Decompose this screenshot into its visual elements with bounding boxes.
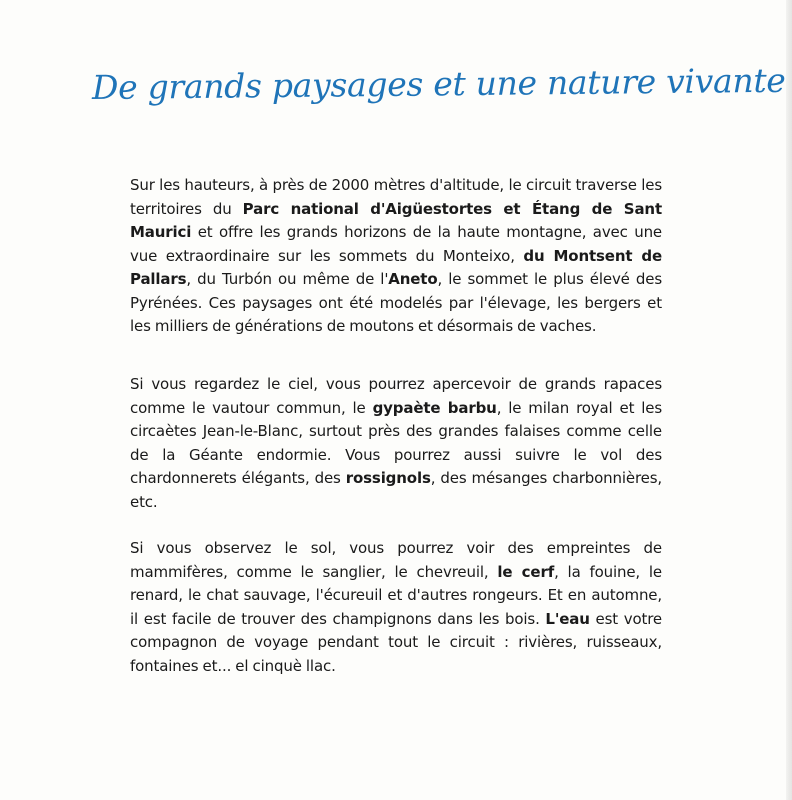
text-run: et offre les grands horizons de la haute montagne, avec une vue extraordinaire sur les sommets du Monteixo, (130, 223, 662, 265)
bold-term: du Montsent de Pallars (130, 246, 662, 288)
text-run: Si vous regardez le ciel, vous pourrez apercevoir de grands rapaces comme le vautour commun, le (130, 375, 662, 417)
bold-term: L'eau (545, 609, 590, 628)
paragraph-altitude (130, 174, 662, 339)
text-run: , le sommet le plus élevé des Pyrénées. Ces paysages ont été modelés par l'élevage, les bergers et les milliers de générations de moutons et désormais de vaches. (130, 270, 662, 335)
text-run: , la fouine, le renard, le chat sauvage, l'écureuil et d'autres rongeurs. Et en automne, il est facile de trouver des champignons dans les bois. (130, 562, 662, 628)
bold-term: rossignols (345, 469, 431, 487)
bold-term: le cerf (497, 562, 555, 581)
text-run: , du Turbón ou même de l' (186, 270, 389, 288)
bold-term: Aneto (388, 270, 438, 288)
text-run: est votre compagnon de voyage pendant tout le circuit : rivières, ruisseaux, fontaines et... el cinquè llac. (130, 609, 662, 675)
text-run: , le milan royal et les circaètes Jean-le-Blanc, surtout près des grandes falaises comme celle de la Géante endormie. Vous pourrez aussi suivre le vol des chardonnerets élégants, des (130, 398, 662, 487)
paragraph-sky (130, 373, 662, 514)
paragraph-ground (130, 537, 662, 678)
text-run: Si vous observez le sol, vous pourrez voir des empreintes de mammifères, comme le sanglier, le chevreuil, (130, 539, 662, 581)
page-edge (786, 0, 792, 800)
text-run: Sur les hauteurs, à près de 2000 mètres d'altitude, le circuit traverse les territoires du (130, 176, 662, 218)
page-title: De grands paysages et une nature vivante (91, 60, 786, 107)
bold-term: gypaète barbu (372, 398, 497, 417)
bold-term: Parc national d'Aigüestortes et Étang de Sant Maurici (130, 199, 662, 241)
text-run: , des mésanges charbonnières, etc. (130, 469, 663, 511)
